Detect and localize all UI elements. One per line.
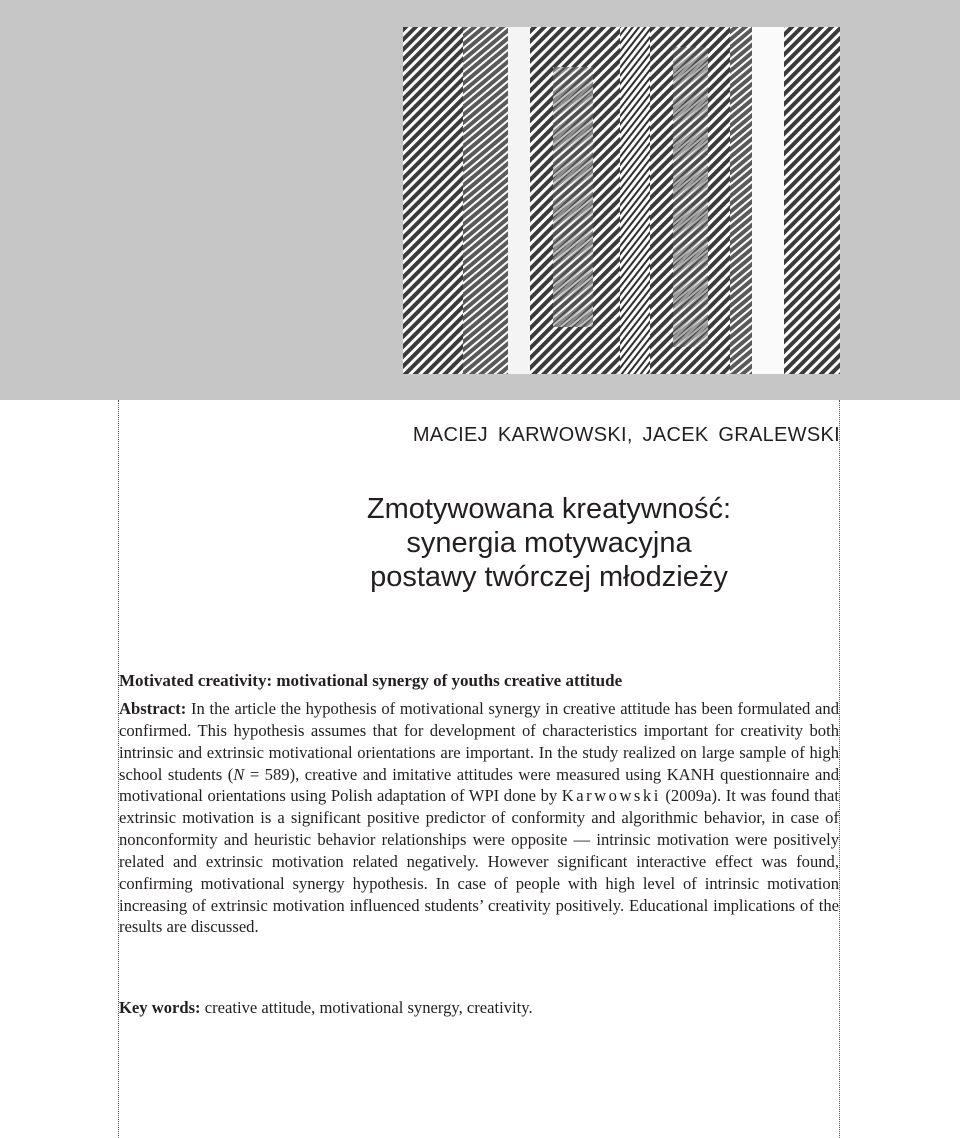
keywords-text: creative attitude, motivational synergy, creativity.	[200, 998, 533, 1017]
cited-author: Karwowski	[561, 786, 661, 806]
cover-photo-graphic	[403, 27, 840, 374]
authors: MACIEJ KARWOWSKI, JACEK GRALEWSKI	[412, 424, 840, 446]
cover-photo	[403, 27, 840, 374]
abstract-text-2: = 589), creative and imitative attitudes were measured using KANH questionnaire and motivational orientations using Polish adaptation of WPI done by	[119, 764, 839, 806]
title-line-2: synergia motywacyjna	[406, 527, 692, 559]
abstract-text-1: In the article the hypothesis of motivational synergy in creative attitude has been formulated and confirmed. This hypothesis assumes that for development of characteristics important for creativity both intrinsic and extrinsic motivational orientations are important. In the study realized on large sample of high school students (	[119, 699, 839, 784]
article-title	[118, 492, 840, 594]
abstract	[119, 698, 839, 938]
sample-size-symbol: N	[233, 764, 245, 784]
title-line-1: Zmotywowana kreatywność:	[366, 493, 732, 525]
abstract-label: Abstract:	[119, 699, 187, 718]
title-line-3: postawy twórczej młodzieży	[370, 561, 728, 593]
abstract-text-3: (2009a). It was found that extrinsic motivation is a significant positive predictor of conformity and algorithmic behavior, in case of nonconformity and heuristic behavior relationships were opposite — intrinsic motivation were positively related and extrinsic motivation related negatively. However significant interactive effect was found, confirming motivational synergy hypothesis. In case of people with high level of intrinsic motivation increasing of extrinsic motivation influenced students’ creativity positively. Educational implications of the results are discussed.	[119, 786, 839, 937]
english-title: Motivated creativity: motivational synergy of youths creative attitude	[119, 671, 623, 690]
keywords-label: Key words:	[119, 998, 201, 1017]
keywords	[119, 998, 839, 1018]
